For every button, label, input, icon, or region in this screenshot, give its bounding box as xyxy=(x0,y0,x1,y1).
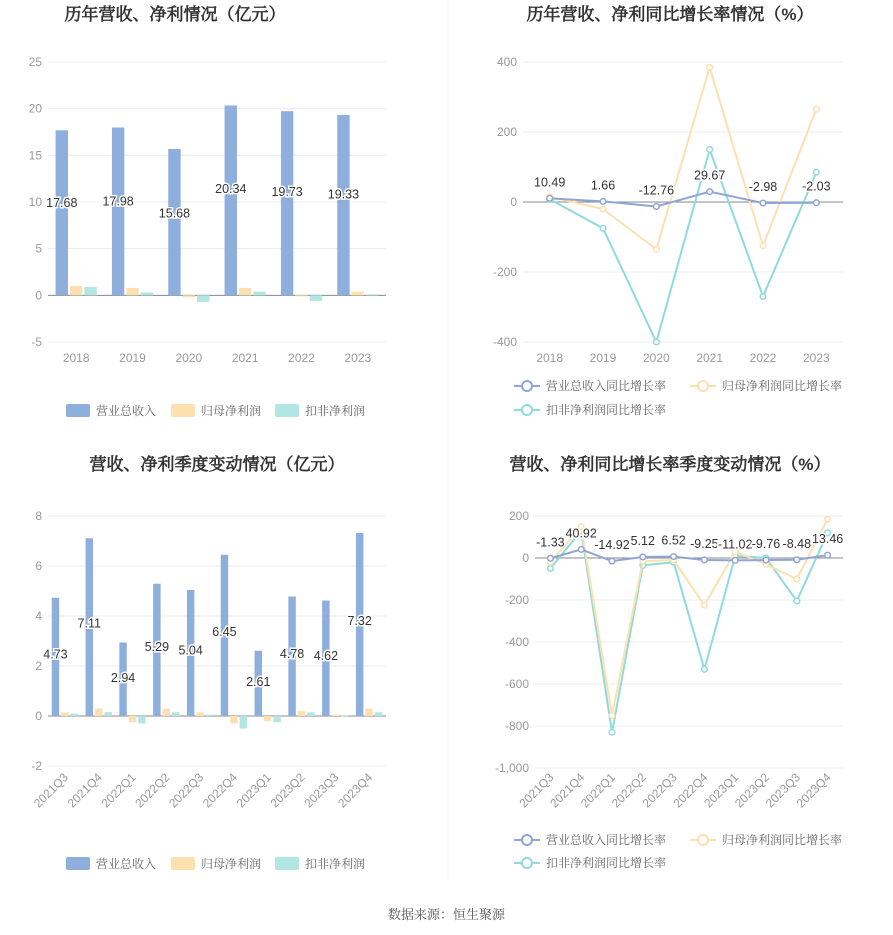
legend-label: 归母净利润同比增长率 xyxy=(722,379,843,393)
x-tick-label: 2018 xyxy=(536,351,564,365)
bar-2 xyxy=(163,709,170,717)
bar-3 xyxy=(273,716,280,722)
series-point-2 xyxy=(654,246,660,252)
series-point-3 xyxy=(702,667,708,673)
x-tick-label: 2022Q1 xyxy=(98,770,139,811)
legend-swatch xyxy=(66,857,90,870)
data-label: -8.48 xyxy=(782,536,812,551)
x-tick-label: 2023 xyxy=(344,351,372,365)
bar-3 xyxy=(197,295,209,302)
x-tick-label: 2021Q3 xyxy=(516,770,557,811)
legend-swatch xyxy=(171,404,195,417)
bar-2 xyxy=(332,715,339,716)
x-tick-label: 2023Q3 xyxy=(762,770,803,811)
x-tick-label: 2022 xyxy=(749,351,777,365)
data-label: 5.29 xyxy=(144,640,170,655)
chart-4 xyxy=(495,454,843,870)
bar-1 xyxy=(281,111,293,295)
legend-label: 归母净利润 xyxy=(201,857,262,871)
data-label: 4.78 xyxy=(279,646,305,661)
legend-swatch xyxy=(171,857,195,870)
x-tick-label: 2023Q4 xyxy=(793,770,834,811)
y-tick-label: -200 xyxy=(504,593,529,607)
x-tick-label: 2022Q3 xyxy=(639,770,680,811)
series-point-3 xyxy=(760,294,766,300)
x-tick-label: 2022 xyxy=(288,351,315,365)
bar-2 xyxy=(365,709,372,717)
legend-swatch xyxy=(66,404,90,417)
legend-marker xyxy=(522,381,532,391)
chart-title: 历年营收、净利同比增长率情况（%） xyxy=(526,5,814,24)
bar-3 xyxy=(341,715,348,716)
x-tick-label: 2022Q2 xyxy=(608,770,649,811)
bar-3 xyxy=(240,716,247,729)
bar-3 xyxy=(206,715,213,716)
bar-2 xyxy=(298,711,305,716)
series-point-3 xyxy=(609,730,615,736)
y-tick-label: 15 xyxy=(28,148,42,163)
bar-2 xyxy=(196,712,203,716)
x-tick-label: 2023Q2 xyxy=(267,770,308,811)
data-label: 6.45 xyxy=(212,625,237,640)
bar-1 xyxy=(56,130,68,295)
series-point-3 xyxy=(707,147,713,153)
series-point-2 xyxy=(825,516,831,522)
bar-3 xyxy=(84,287,96,295)
y-tick-label: 0 xyxy=(510,195,517,209)
y-tick-label: -400 xyxy=(504,635,529,649)
series-point-2 xyxy=(600,206,606,212)
data-label: 5.12 xyxy=(630,533,655,548)
legend xyxy=(514,832,842,870)
series-point-2 xyxy=(702,602,708,608)
y-tick-label: 6 xyxy=(35,559,42,573)
data-label: -14.92 xyxy=(594,538,630,553)
series-point-1 xyxy=(654,204,660,210)
series-point-3 xyxy=(794,598,800,604)
x-tick-label: 2022Q3 xyxy=(166,770,207,811)
y-tick-label: 20 xyxy=(28,101,42,116)
bar-3 xyxy=(307,712,314,716)
y-tick-label: -600 xyxy=(504,677,529,691)
bar-2 xyxy=(295,295,307,296)
bar-3 xyxy=(375,712,382,716)
y-tick-label: 400 xyxy=(496,55,517,69)
bar-2 xyxy=(352,292,364,296)
y-tick-label: 8 xyxy=(35,509,42,523)
series-point-1 xyxy=(640,554,646,560)
series-point-2 xyxy=(814,106,820,112)
bar-3 xyxy=(172,712,179,716)
chart-title: 历年营收、净利情况（亿元） xyxy=(64,5,286,24)
bar-2 xyxy=(126,288,138,295)
legend xyxy=(514,378,842,417)
bar-1 xyxy=(337,115,349,295)
legend-label: 营业总收入 xyxy=(96,404,157,418)
legend-label: 营业总收入同比增长率 xyxy=(546,833,667,847)
series-point-1 xyxy=(547,196,553,202)
data-label: 13.46 xyxy=(811,532,844,547)
bar-2 xyxy=(230,716,237,724)
x-tick-label: 2023 xyxy=(802,351,830,365)
y-tick-label: -800 xyxy=(504,719,529,733)
series-line-1 xyxy=(550,549,827,561)
y-tick-label: 4 xyxy=(35,609,42,623)
series-point-1 xyxy=(702,557,708,563)
x-tick-label: 2023Q1 xyxy=(701,770,742,811)
x-tick-label: 2018 xyxy=(62,351,90,365)
y-tick-label: -400 xyxy=(492,335,517,349)
legend-label: 归母净利润同比增长率 xyxy=(722,833,843,847)
data-source: 数据来源：恒生聚源 xyxy=(387,907,505,922)
series-point-2 xyxy=(760,243,766,249)
data-label: 29.67 xyxy=(694,168,726,183)
x-tick-label: 2021 xyxy=(696,351,724,365)
bar-3 xyxy=(253,292,265,296)
series-point-1 xyxy=(732,558,738,564)
legend-marker xyxy=(522,835,532,845)
bar-1 xyxy=(112,128,124,296)
data-label: 5.04 xyxy=(178,643,203,658)
bar-2 xyxy=(264,716,271,721)
data-label: 19.73 xyxy=(271,185,303,200)
y-tick-label: 25 xyxy=(28,55,42,69)
series-point-1 xyxy=(600,199,606,205)
bar-2 xyxy=(95,709,102,717)
y-tick-label: 0 xyxy=(35,709,42,723)
x-tick-label: 2023Q4 xyxy=(335,770,376,811)
y-tick-label: 0 xyxy=(35,288,42,303)
y-tick-label: 200 xyxy=(508,509,529,523)
bar-2 xyxy=(183,295,195,297)
data-label: -9.76 xyxy=(751,537,781,552)
y-tick-label: -1,000 xyxy=(494,761,529,775)
y-tick-label: 5 xyxy=(35,241,42,256)
x-tick-label: 2022Q1 xyxy=(578,770,619,811)
series-line-3 xyxy=(550,150,817,343)
data-label: 17.98 xyxy=(102,194,134,209)
data-label: -1.33 xyxy=(536,535,565,550)
legend-label: 营业总收入同比增长率 xyxy=(546,379,667,393)
series-point-1 xyxy=(671,554,677,560)
data-label: 4.73 xyxy=(43,647,68,662)
legend-marker xyxy=(522,858,532,868)
y-tick-label: -5 xyxy=(31,335,42,349)
x-tick-label: 2022Q4 xyxy=(670,770,711,811)
series-point-1 xyxy=(814,200,820,206)
chart-1 xyxy=(29,4,386,418)
data-label: 6.52 xyxy=(661,533,686,548)
bar-2 xyxy=(61,712,68,716)
chart-2 xyxy=(493,4,843,417)
series-point-1 xyxy=(794,557,800,563)
series-point-1 xyxy=(763,557,769,563)
chart-3 xyxy=(31,454,386,871)
x-tick-label: 2023Q2 xyxy=(732,770,773,811)
series-point-3 xyxy=(548,566,554,572)
bar-2 xyxy=(70,286,82,295)
data-label: 7.32 xyxy=(347,613,372,628)
y-tick-label: 0 xyxy=(522,551,529,565)
legend-marker xyxy=(522,405,532,415)
series-point-1 xyxy=(609,558,615,564)
x-tick-label: 2021Q3 xyxy=(30,770,72,811)
data-label: -9.25 xyxy=(690,536,719,551)
data-label: 17.68 xyxy=(46,195,78,210)
series-point-2 xyxy=(707,64,713,70)
chart-title: 营收、净利同比增长率季度变动情况（%） xyxy=(509,455,831,474)
series-point-3 xyxy=(600,225,606,231)
x-tick-label: 2020 xyxy=(175,351,203,365)
legend-swatch xyxy=(275,404,299,417)
legend-label: 营业总收入 xyxy=(96,857,157,871)
series-point-1 xyxy=(578,547,584,553)
bar-3 xyxy=(104,712,111,716)
data-label: 1.66 xyxy=(590,178,616,193)
x-tick-label: 2019 xyxy=(589,351,617,365)
data-label: 40.92 xyxy=(565,526,597,541)
y-tick-label: 200 xyxy=(496,125,517,139)
series-point-2 xyxy=(794,576,800,582)
bar-3 xyxy=(366,294,378,295)
data-label: 20.34 xyxy=(215,182,247,197)
x-tick-label: 2020 xyxy=(642,351,670,365)
x-tick-label: 2021Q4 xyxy=(547,770,588,811)
series-point-3 xyxy=(654,339,660,345)
x-tick-label: 2023Q3 xyxy=(301,770,342,811)
series-point-1 xyxy=(825,552,831,558)
data-label: 19.33 xyxy=(327,187,360,202)
data-label: -2.03 xyxy=(802,179,831,194)
data-label: -11.02 xyxy=(717,537,753,552)
legend-marker xyxy=(698,835,708,845)
bar-3 xyxy=(138,716,145,724)
data-label: 7.11 xyxy=(77,616,101,631)
data-label: 15.68 xyxy=(158,206,191,221)
legend-label: 归母净利润 xyxy=(201,404,262,418)
bar-2 xyxy=(129,716,136,722)
bar-3 xyxy=(141,293,153,296)
data-label: 4.62 xyxy=(313,648,339,663)
legend-marker xyxy=(698,381,708,391)
series-point-1 xyxy=(548,555,554,561)
bar-3 xyxy=(310,295,322,301)
data-label: 2.61 xyxy=(246,675,271,690)
x-tick-label: 2023Q1 xyxy=(233,770,274,811)
bar-1 xyxy=(168,149,180,295)
series-line-3 xyxy=(550,531,827,733)
x-tick-label: 2022Q2 xyxy=(132,770,173,811)
legend-label: 扣非净利润 xyxy=(305,404,366,418)
y-tick-label: 10 xyxy=(28,195,42,209)
series-point-3 xyxy=(814,169,820,175)
legend-label: 扣非净利润 xyxy=(305,857,366,871)
y-tick-label: -2 xyxy=(31,759,42,773)
data-label: -12.76 xyxy=(638,183,675,198)
legend-label: 扣非净利润同比增长率 xyxy=(546,856,667,870)
x-tick-label: 2022Q4 xyxy=(199,770,241,811)
x-tick-label: 2019 xyxy=(119,351,146,365)
series-point-2 xyxy=(609,713,615,719)
y-tick-label: -200 xyxy=(492,265,517,279)
data-label: 10.49 xyxy=(534,175,566,190)
bar-1 xyxy=(225,105,237,295)
x-tick-label: 2021Q4 xyxy=(64,770,105,811)
bar-3 xyxy=(71,714,78,717)
bar-2 xyxy=(239,288,251,295)
y-tick-label: 2 xyxy=(35,659,42,673)
series-point-1 xyxy=(760,200,766,206)
chart-title: 营收、净利季度变动情况（亿元） xyxy=(89,455,345,474)
x-tick-label: 2021 xyxy=(231,351,259,365)
series-point-1 xyxy=(707,189,713,195)
data-label: 2.94 xyxy=(110,670,136,685)
data-label: -2.98 xyxy=(748,180,778,195)
legend-label: 扣非净利润同比增长率 xyxy=(546,403,667,417)
legend-swatch xyxy=(275,857,299,870)
legend xyxy=(66,856,365,871)
legend xyxy=(66,403,365,418)
